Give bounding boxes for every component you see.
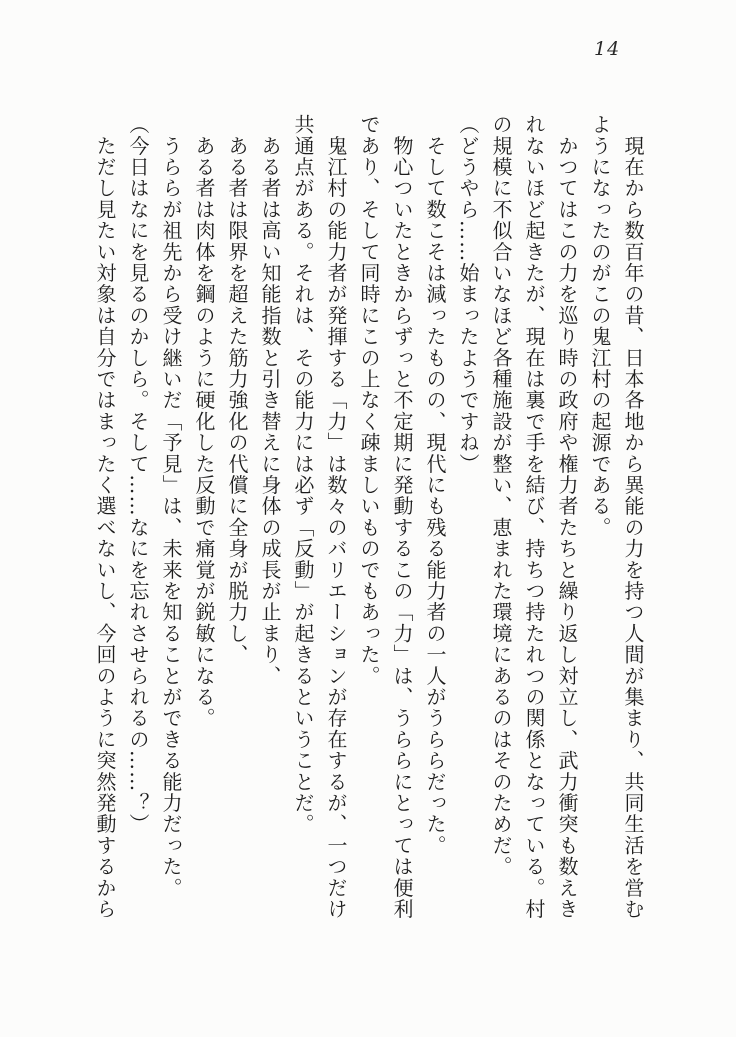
text-line: ある者は限界を超えた筋力強化の代償に全身が脱力し、 <box>225 114 249 666</box>
text-line: （今日はなにを見るのかしら。そして……なにを忘れさせられるの……？） <box>126 114 150 835</box>
text-line: の規模に不似合いなほど各種施設が整い、恵まれた環境にあるのはそのためだ。 <box>489 114 513 878</box>
page-number: 14 <box>594 38 621 60</box>
text-line: ようになったのがこの鬼江村の起源である。 <box>588 114 612 538</box>
text-line: （どうやら……始まったようですね） <box>456 114 480 475</box>
text-line: 現在から数百年の昔、日本各地から異能の力を持つ人間が集まり、共同生活を営む <box>621 114 645 920</box>
text-line: 鬼江村の能力者が発揮する「力」は数々のバリエーションが存在するが、一つだけ <box>324 114 348 920</box>
text-line: 物心ついたときからずっと不定期に発動するこの「力」は、うららにとっては便利 <box>390 114 414 920</box>
text-line: ある者は高い知能指数と引き替えに身体の成長が止まり、 <box>258 114 282 687</box>
text-line: ある者は肉体を鋼のように硬化した反動で痛覚が鋭敏になる。 <box>192 114 216 729</box>
vertical-text-block <box>87 114 649 926</box>
text-line: であり、そして同時にこの上なく疎ましいものでもあった。 <box>357 114 381 687</box>
text-line: ただし見たい対象は自分ではまったく選べないし、今回のように突然発動するから <box>93 114 117 920</box>
text-line: そして数こそは減ったものの、現代にも残る能力者の一人がうららだった。 <box>423 114 447 856</box>
text-line: 共通点がある。それは、その能力には必ず「反動」が起きるということだ。 <box>291 114 315 835</box>
text-line: うららが祖先から受け継いだ「予見」は、未来を知ることができる能力だった。 <box>159 114 183 899</box>
text-line: かつてはこの力を巡り時の政府や権力者たちと繰り返し対立し、武力衝突も数えき <box>555 114 579 920</box>
text-line: れないほど起きたが、現在は裏で手を結び、持ちつ持たれつの関係となっている。村 <box>522 114 546 920</box>
